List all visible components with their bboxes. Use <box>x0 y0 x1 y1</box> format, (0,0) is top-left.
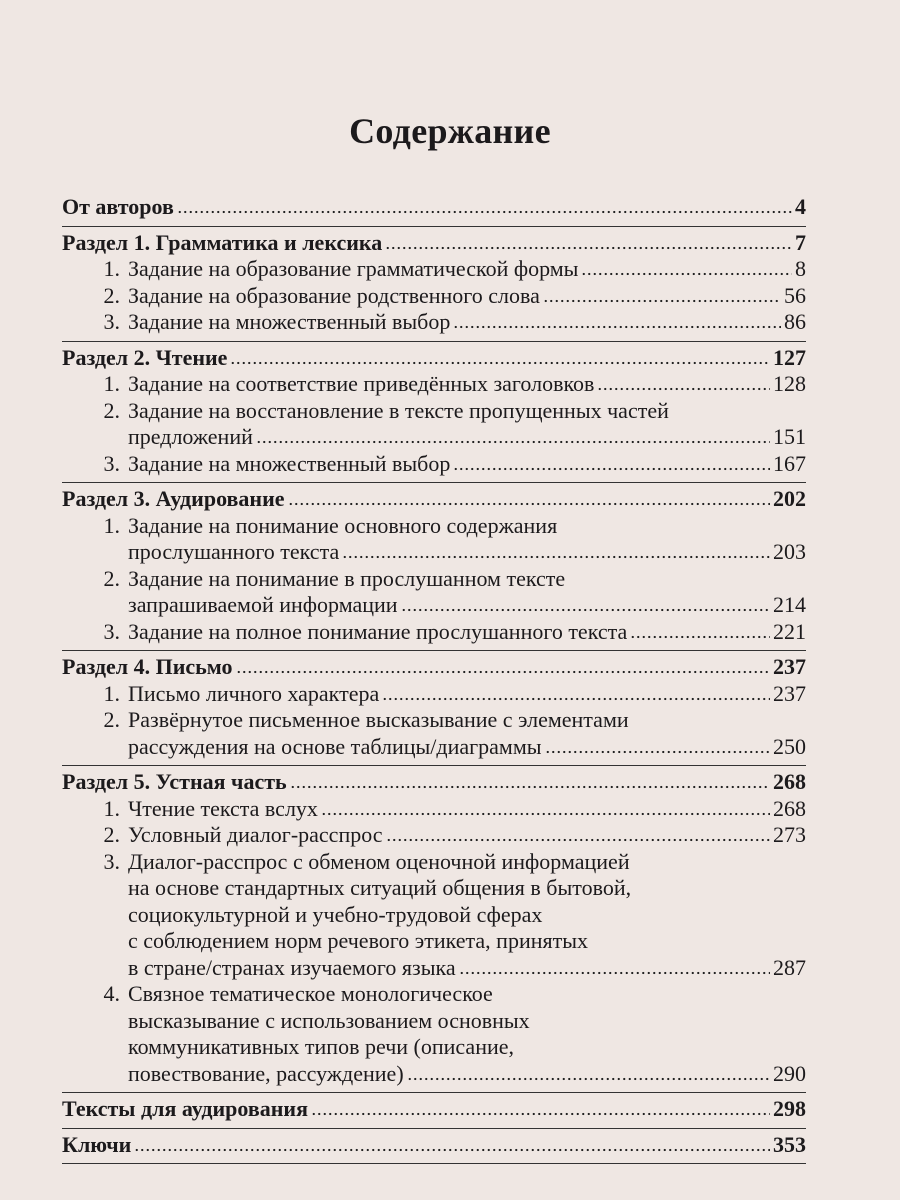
entry-body <box>128 371 806 398</box>
dot-leader <box>545 750 770 754</box>
page-number: 167 <box>773 450 806 476</box>
toc-section <box>62 1093 806 1129</box>
toc-section <box>62 651 806 766</box>
toc-section-heading[interactable] <box>62 1096 806 1123</box>
entry-body <box>128 681 806 708</box>
entry-last-line[interactable] <box>128 681 806 708</box>
entry-last-line-label: Чтение текста вслух <box>128 795 318 821</box>
page-number: 353 <box>773 1131 806 1157</box>
toc-section-heading[interactable] <box>62 1132 806 1159</box>
entry-number: 1. <box>103 256 120 281</box>
toc-entry[interactable] <box>62 849 806 982</box>
entry-line: высказывание с использованием основных <box>128 1007 530 1033</box>
entry-last-line[interactable] <box>128 734 806 761</box>
toc-entry[interactable] <box>62 309 806 336</box>
page-number: 127 <box>773 344 806 370</box>
page-number: 268 <box>773 769 806 794</box>
toc-section <box>62 342 806 484</box>
page-number: 290 <box>773 1060 806 1086</box>
dot-leader <box>401 608 770 612</box>
entry-line: на основе стандартных ситуаций общения в бытовой, <box>128 875 632 900</box>
dot-leader <box>453 325 781 329</box>
entry-line: Задание на понимание в прослушанном тексте <box>128 565 566 591</box>
toc-entry[interactable] <box>62 619 806 646</box>
toc-section-heading[interactable] <box>62 486 806 513</box>
dot-leader <box>385 246 792 250</box>
entry-last-line[interactable] <box>128 822 806 849</box>
toc-entry[interactable] <box>62 566 806 619</box>
toc-entry[interactable] <box>62 822 806 849</box>
toc-entry[interactable] <box>62 371 806 398</box>
entry-body <box>128 707 806 760</box>
page-number: 86 <box>784 309 806 334</box>
dot-leader <box>386 838 770 842</box>
entry-last-line-label: Задание на множественный выбор <box>128 309 451 334</box>
dot-leader <box>543 299 781 303</box>
entry-last-line[interactable] <box>128 955 806 982</box>
toc-section-heading[interactable] <box>62 769 806 796</box>
entry-body <box>128 849 806 982</box>
toc-entry[interactable] <box>62 707 806 760</box>
page-number: 214 <box>773 592 806 617</box>
dot-leader <box>453 467 770 471</box>
entry-last-line[interactable] <box>128 283 806 310</box>
entry-body <box>128 796 806 823</box>
dot-leader <box>177 210 792 214</box>
toc-entry[interactable] <box>62 256 806 283</box>
entry-last-line[interactable] <box>128 619 806 646</box>
dot-leader <box>597 387 770 391</box>
entry-body <box>128 981 806 1087</box>
entry-line: с соблюдением норм речевого этикета, принятых <box>128 928 589 953</box>
toc-section-heading-label: Раздел 3. Аудирование <box>62 486 285 511</box>
dot-leader <box>230 361 770 365</box>
toc-section-heading-label: Раздел 2. Чтение <box>62 344 228 370</box>
entry-body <box>128 398 806 451</box>
page-number: 298 <box>773 1096 806 1121</box>
page-number: 237 <box>773 654 806 679</box>
toc-section-heading[interactable] <box>62 654 806 681</box>
page-number: 268 <box>773 795 806 821</box>
entry-number: 3. <box>103 618 120 644</box>
toc-entry[interactable] <box>62 513 806 566</box>
entry-line: Задание на понимание основного содержания <box>128 512 558 538</box>
entry-number: 1. <box>103 680 120 706</box>
entry-last-line[interactable] <box>128 371 806 398</box>
toc-entry[interactable] <box>62 398 806 451</box>
entry-last-line[interactable] <box>128 309 806 336</box>
entry-line: Развёрнутое письменное высказывание с элементами <box>128 707 629 732</box>
entry-body <box>128 619 806 646</box>
page-number: 203 <box>773 539 806 564</box>
dot-leader <box>290 785 770 789</box>
entry-last-line-label: Задание на образование родственного слова <box>128 282 540 308</box>
dot-leader <box>256 440 770 444</box>
page-number: 8 <box>795 256 806 281</box>
page-number: 250 <box>773 733 806 759</box>
page-number: 7 <box>795 229 806 255</box>
dot-leader <box>407 1077 770 1081</box>
dot-leader <box>311 1112 770 1116</box>
table-of-contents <box>62 194 806 1164</box>
entry-line: коммуникативных типов речи (описание, <box>128 1034 515 1059</box>
entry-number: 1. <box>103 371 120 396</box>
page-number: 151 <box>773 424 806 449</box>
page-number: 202 <box>773 486 806 511</box>
dot-leader <box>382 697 770 701</box>
entry-last-line-label: Письмо личного характера <box>128 680 380 706</box>
entry-number: 4. <box>103 981 120 1006</box>
entry-last-line-label: рассуждения на основе таблицы/диаграммы <box>128 733 542 759</box>
entry-number: 2. <box>103 707 120 732</box>
dot-leader <box>321 812 770 816</box>
toc-section <box>62 483 806 651</box>
entry-last-line-label: предложений <box>128 424 253 449</box>
dot-leader <box>630 635 770 639</box>
entry-body <box>128 256 806 283</box>
dot-leader <box>236 670 771 674</box>
entry-line: социокультурной и учебно-трудовой сферах <box>128 901 543 927</box>
entry-body <box>128 566 806 619</box>
page-number: 221 <box>773 618 806 644</box>
entry-last-line[interactable] <box>128 796 806 823</box>
entry-last-line-label: Задание на образование грамматической формы <box>128 256 579 281</box>
toc-section-heading[interactable] <box>62 194 806 221</box>
entry-number: 2. <box>103 822 120 847</box>
toc-section-heading-label: От авторов <box>62 194 174 219</box>
toc-section <box>62 1129 806 1165</box>
toc-entry[interactable] <box>62 451 806 478</box>
entry-body <box>128 513 806 566</box>
entry-number: 2. <box>103 565 120 591</box>
entry-last-line-label: в стране/странах изучаемого языка <box>128 954 456 980</box>
entry-body <box>128 451 806 478</box>
entry-number: 1. <box>103 795 120 821</box>
entry-last-line[interactable] <box>128 592 806 619</box>
page-number: 56 <box>784 282 806 308</box>
entry-last-line-label: повествование, рассуждение) <box>128 1060 404 1086</box>
entry-body <box>128 822 806 849</box>
dot-leader <box>134 1148 770 1152</box>
entry-last-line[interactable] <box>128 256 806 283</box>
toc-entry[interactable] <box>62 681 806 708</box>
entry-number: 3. <box>103 848 120 874</box>
entry-body <box>128 283 806 310</box>
entry-line: Связное тематическое монологическое <box>128 981 493 1006</box>
entry-number: 1. <box>103 512 120 538</box>
toc-entry[interactable] <box>62 796 806 823</box>
toc-section <box>62 194 806 227</box>
entry-last-line-label: Условный диалог-расспрос <box>128 822 383 847</box>
entry-line: Диалог-расспрос с обменом оценочной информацией <box>128 848 630 874</box>
page-number: 128 <box>773 371 806 396</box>
entry-last-line[interactable] <box>128 539 806 566</box>
entry-last-line-label: Задание на соответствие приведённых заголовков <box>128 371 595 396</box>
page-number: 237 <box>773 680 806 706</box>
entry-line: Задание на восстановление в тексте пропущенных частей <box>128 397 669 423</box>
entry-number: 2. <box>103 397 120 423</box>
entry-number: 3. <box>103 450 120 476</box>
dot-leader <box>288 502 770 506</box>
entry-last-line[interactable] <box>128 1061 806 1088</box>
toc-section-heading-label: Тексты для аудирования <box>62 1096 308 1121</box>
entry-body <box>128 309 806 336</box>
dot-leader <box>459 971 770 975</box>
entry-last-line-label: прослушанного текста <box>128 539 340 564</box>
page-number: 273 <box>773 822 806 847</box>
toc-section-heading-label: Раздел 4. Письмо <box>62 654 233 679</box>
dot-leader <box>342 555 770 559</box>
entry-number: 2. <box>103 282 120 308</box>
toc-section-heading-label: Ключи <box>62 1131 132 1157</box>
entry-last-line[interactable] <box>128 451 806 478</box>
dot-leader <box>581 272 792 276</box>
entry-last-line-label: запрашиваемой информации <box>128 592 398 617</box>
toc-section <box>62 766 806 1093</box>
toc-section <box>62 227 806 342</box>
toc-section-heading[interactable] <box>62 345 806 372</box>
page-number: 4 <box>795 194 806 219</box>
toc-entry[interactable] <box>62 283 806 310</box>
toc-section-heading-label: Раздел 1. Грамматика и лексика <box>62 229 383 255</box>
entry-last-line-label: Задание на полное понимание прослушанного текста <box>128 618 628 644</box>
page-number: 287 <box>773 954 806 980</box>
toc-section-heading-label: Раздел 5. Устная часть <box>62 769 287 794</box>
entry-last-line-label: Задание на множественный выбор <box>128 450 451 476</box>
entry-last-line[interactable] <box>128 424 806 451</box>
entry-number: 3. <box>103 309 120 334</box>
toc-section-heading[interactable] <box>62 230 806 257</box>
toc-entry[interactable] <box>62 981 806 1087</box>
page-title: Содержание <box>349 111 551 151</box>
